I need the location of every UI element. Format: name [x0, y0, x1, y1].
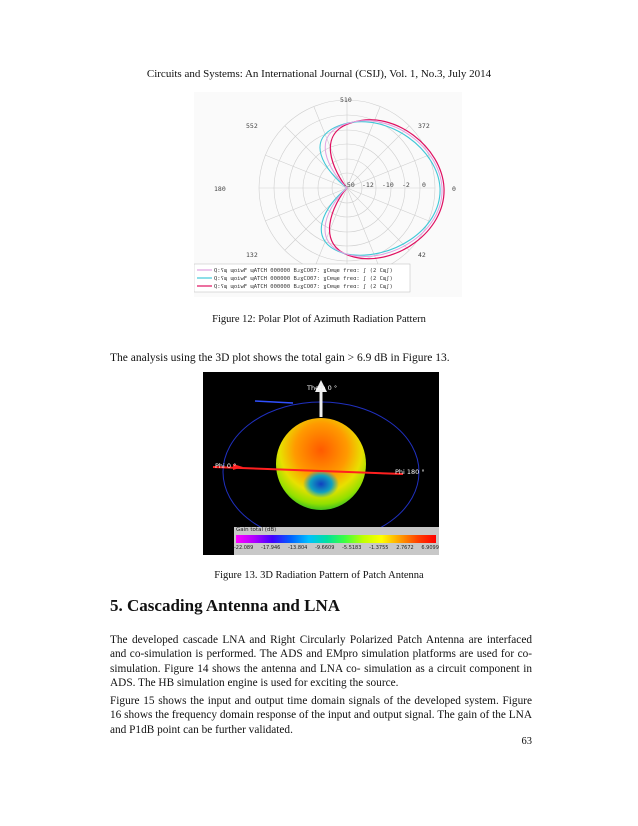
angle-label-bottom-left: 132 [246, 251, 258, 259]
figure-13-3d-pattern [203, 372, 439, 555]
intro-paragraph: The analysis using the 3D plot shows the total gain > 6.9 dB in Figure 13. [110, 352, 450, 364]
scale-tick: 6.9099 [421, 545, 439, 551]
radial-label: -50 [343, 181, 355, 189]
radial-label: -2 [402, 181, 410, 189]
scale-tick: -13.804 [288, 545, 308, 551]
angle-label-left: 180 [214, 185, 226, 193]
section-heading: 5. Cascading Antenna and LNA [110, 596, 341, 615]
angle-label-right: 0 [452, 185, 456, 193]
gain-color-scale [234, 527, 439, 555]
null-region [303, 470, 339, 498]
radial-label: 0 [422, 181, 426, 189]
legend-entry: Q:ʕɰ ɰoiwF ɰATCH 000000 BɹɣCO07: ɣCɐɰe freɑ: ʃ (2 Cɰʃ) [214, 268, 393, 274]
series-3-curve [330, 120, 445, 259]
scale-title: Gain total (dB) [236, 527, 277, 533]
theta-label: Theta 0 ° [307, 384, 338, 392]
angle-label-top-left: 552 [246, 122, 258, 130]
scale-gradient [236, 535, 436, 543]
scale-tick: -1.3755 [369, 545, 389, 551]
paragraph-1: The developed cascade LNA and Right Circularly Polarized Patch Antenna are interfaced and co-simulation is performed. The ADS and EMpro simulation platforms are used for co-simulation. Figure 14 shows the antenna and LNA co- simulation as a circuit component in ADS. The HB simulation engine is used for exciting the source. [110, 634, 532, 689]
radial-label: -10 [382, 181, 394, 189]
legend-entry: Q:ʕɰ ɰoiwF ɰATCH 000000 BɹɣCO07: ɣCɐɰe freɑ: ʃ (2 Cɰʃ) [214, 276, 393, 282]
page-number: 63 [521, 736, 532, 747]
angle-label-top: 510 [340, 96, 352, 104]
scale-tick: -5.5183 [342, 545, 362, 551]
running-header: Circuits and Systems: An International Journal (CSIJ), Vol. 1, No.3, July 2014 [146, 68, 492, 80]
scale-ticks [234, 545, 439, 551]
legend-entry: Q:ʕɰ ɰoiwF ɰATCH 000000 BɹɣCO07: ɣCɐɰe freɑ: ʃ (2 Cɰʃ) [214, 284, 393, 290]
scale-tick: 2.7672 [396, 545, 414, 551]
figure-12-caption: Figure 12: Polar Plot of Azimuth Radiation Pattern [212, 314, 426, 325]
radial-label: -12 [362, 181, 374, 189]
figure-12-polar-plot [194, 92, 462, 297]
figure-13-caption: Figure 13. 3D Radiation Pattern of Patch Antenna [214, 570, 424, 581]
scale-tick: -9.6609 [315, 545, 335, 551]
paragraph-2: Figure 15 shows the input and output time domain signals of the developed system. Figure 16 shows the frequency domain response of the input and output signal. The gain of the LNA and P1dB point can be further validated. [110, 695, 532, 736]
scale-tick: -22.089 [234, 545, 254, 551]
scale-tick: -17.946 [261, 545, 281, 551]
x-axis-marker [255, 401, 293, 403]
angle-label-top-right: 372 [418, 122, 430, 130]
phi-0-label: Phi 0 ° [215, 462, 237, 470]
phi-180-label: Phi 180 ° [395, 468, 425, 476]
legend-box [194, 264, 410, 292]
angle-label-bottom-right: 42 [418, 251, 426, 259]
